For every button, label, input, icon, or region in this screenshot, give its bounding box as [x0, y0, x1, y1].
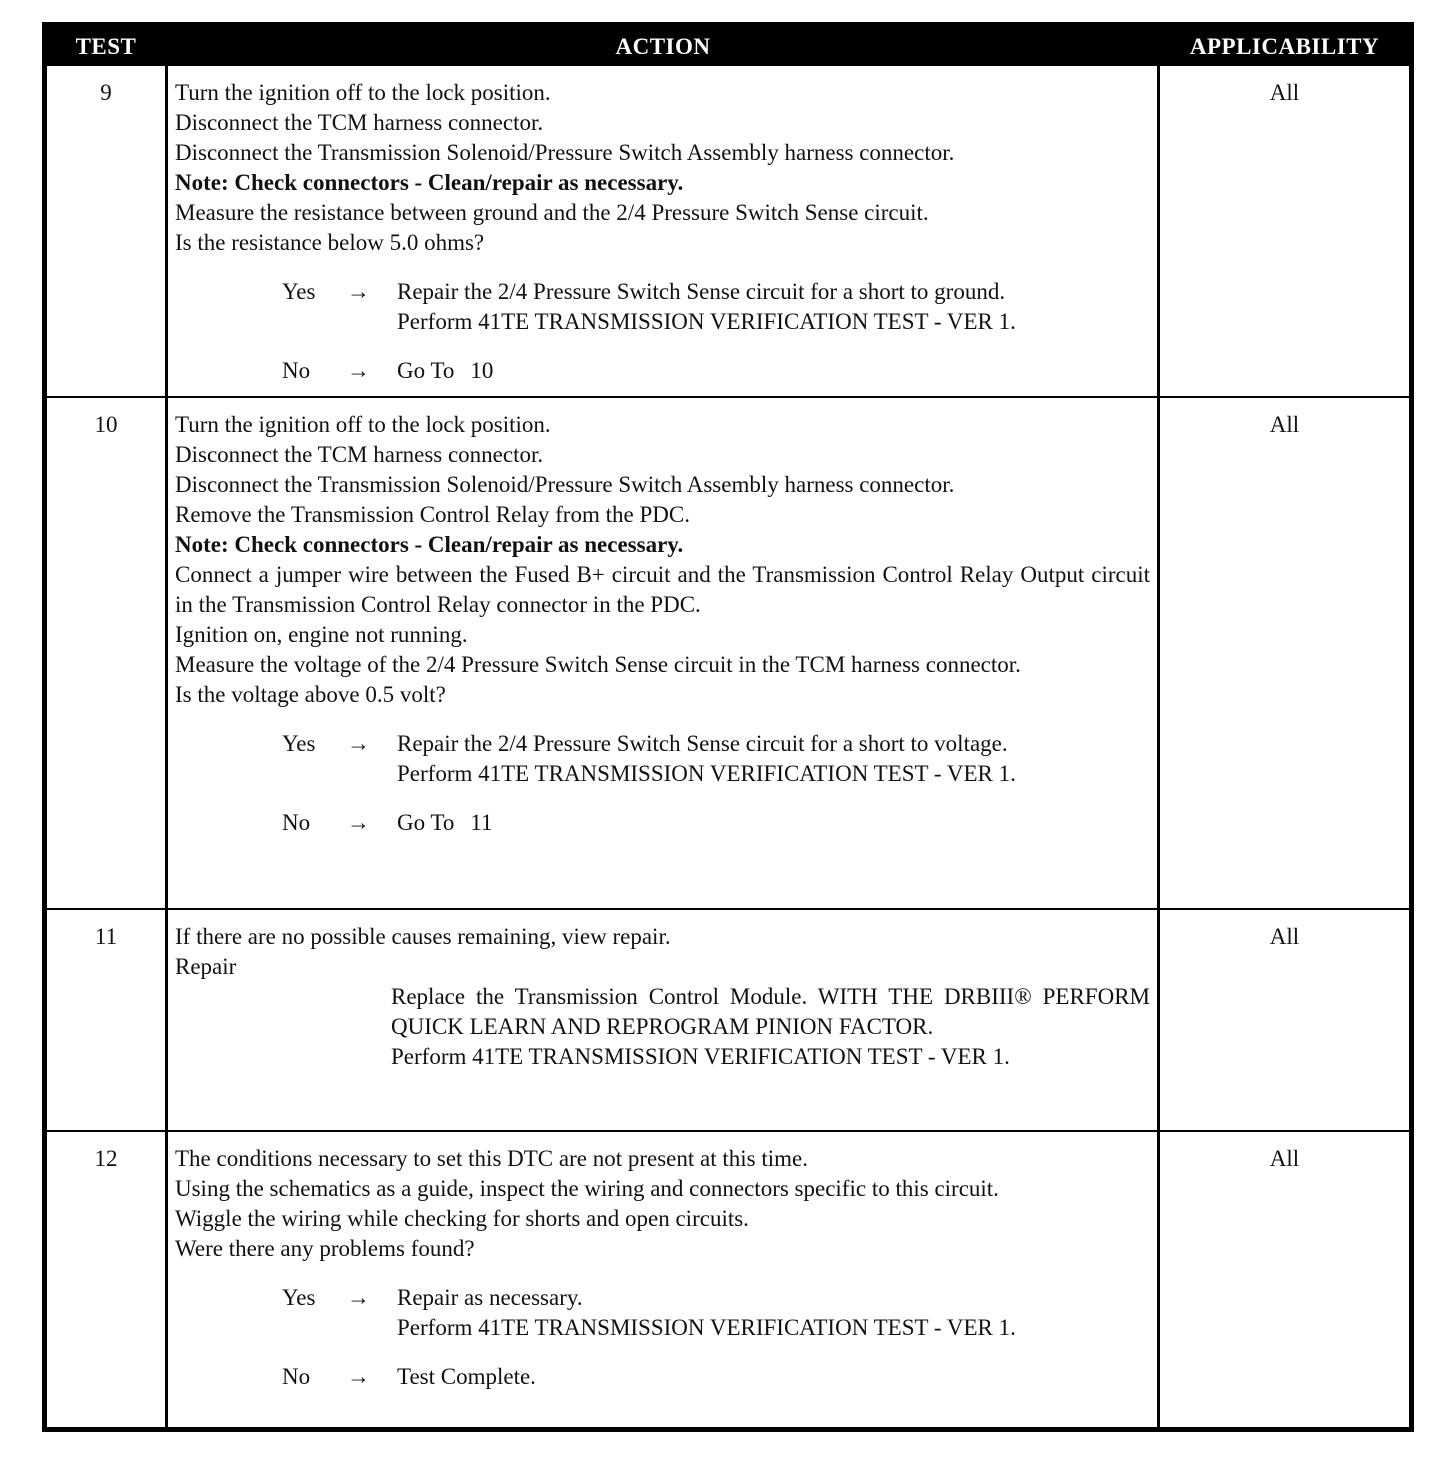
- question-line: Is the voltage above 0.5 volt?: [175, 682, 446, 707]
- test-number: 12: [94, 1146, 118, 1171]
- repair-line: Perform 41TE TRANSMISSION VERIFICATION TEST - VER 1.: [391, 1044, 1010, 1069]
- applicability-cell: All: [1269, 80, 1300, 105]
- arrow-icon: →: [347, 731, 370, 756]
- arrow-icon: →: [347, 358, 370, 383]
- arrow-icon: →: [347, 1285, 370, 1310]
- table-row: [47, 910, 1409, 1130]
- applicability-cell: All: [1269, 924, 1300, 949]
- goto-text: Go To: [397, 810, 455, 835]
- action-line: Turn the ignition off to the lock position.: [175, 80, 551, 105]
- action-line: Disconnect the TCM harness connector.: [175, 442, 544, 467]
- question-line: Is the resistance below 5.0 ohms?: [175, 230, 485, 255]
- yes-answer: [175, 729, 1150, 789]
- no-answer: [175, 1362, 1150, 1392]
- arrow-icon: →: [347, 810, 370, 835]
- table-header: [47, 27, 1409, 66]
- table-row: [47, 1132, 1409, 1427]
- action-line: Remove the Transmission Control Relay from the PDC.: [175, 502, 690, 527]
- yes-line: Repair as necessary.: [397, 1285, 583, 1310]
- header-test: TEST: [75, 34, 137, 59]
- no-label: No: [282, 810, 311, 835]
- action-cell: [175, 410, 1150, 838]
- applicability-cell: All: [1269, 1146, 1300, 1171]
- no-label: No: [282, 1364, 311, 1389]
- action-line: Disconnect the TCM harness connector.: [175, 110, 544, 135]
- yes-line: Perform 41TE TRANSMISSION VERIFICATION TEST - VER 1.: [397, 309, 1016, 334]
- action-line: Using the schematics as a guide, inspect the wiring and connectors specific to this circuit.: [175, 1176, 999, 1201]
- action-cell: [175, 922, 1150, 1072]
- action-line: Disconnect the Transmission Solenoid/Pressure Switch Assembly harness connector.: [175, 140, 955, 165]
- yes-line: Repair the 2/4 Pressure Switch Sense circuit for a short to voltage.: [397, 731, 1008, 756]
- yes-answer: [175, 277, 1150, 337]
- question-line: Were there any problems found?: [175, 1236, 475, 1261]
- no-answer: [175, 356, 1150, 386]
- header-action: ACTION: [615, 34, 711, 59]
- repair-text: [391, 982, 1150, 1072]
- action-line: The conditions necessary to set this DTC are not present at this time.: [175, 1146, 808, 1171]
- arrow-icon: →: [347, 279, 370, 304]
- no-text: Test Complete.: [397, 1364, 536, 1389]
- action-line: Disconnect the Transmission Solenoid/Pressure Switch Assembly harness connector.: [175, 472, 955, 497]
- action-line: Measure the resistance between ground and the 2/4 Pressure Switch Sense circuit.: [175, 200, 929, 225]
- test-number: 10: [94, 412, 118, 437]
- goto-link[interactable]: 10: [470, 358, 494, 383]
- action-line: Ignition on, engine not running.: [175, 622, 468, 647]
- table-row: [47, 398, 1409, 910]
- applicability-cell: All: [1269, 412, 1300, 437]
- yes-line: Perform 41TE TRANSMISSION VERIFICATION TEST - VER 1.: [397, 1315, 1016, 1340]
- yes-line: Repair the 2/4 Pressure Switch Sense circuit for a short to ground.: [397, 279, 1006, 304]
- yes-label: Yes: [282, 279, 316, 304]
- goto-link[interactable]: 11: [470, 810, 493, 835]
- no-answer: [175, 808, 1150, 838]
- action-line: Turn the ignition off to the lock position.: [175, 412, 551, 437]
- yes-label: Yes: [282, 731, 316, 756]
- note-line: Note: Check connectors - Clean/repair as necessary.: [175, 170, 684, 195]
- repair-line: Replace the Transmission Control Module. WITH THE DRBIII® PERFORM QUICK LEARN AND REPROGRAM PINION FACTOR.: [391, 984, 1150, 1039]
- action-line: Connect a jumper wire between the Fused B+ circuit and the Transmission Control Relay Output circuit in the Transmission Control Relay connector in the PDC.: [175, 562, 1150, 617]
- test-number: 11: [94, 924, 118, 949]
- arrow-icon: →: [347, 1364, 370, 1389]
- no-label: No: [282, 358, 311, 383]
- diagnostic-test-table: [42, 22, 1414, 1432]
- action-line: If there are no possible causes remaining, view repair.: [175, 924, 671, 949]
- action-cell: [175, 78, 1150, 386]
- action-cell: [175, 1144, 1150, 1392]
- yes-line: Perform 41TE TRANSMISSION VERIFICATION TEST - VER 1.: [397, 761, 1016, 786]
- action-line: Wiggle the wiring while checking for shorts and open circuits.: [175, 1206, 749, 1231]
- note-line: Note: Check connectors - Clean/repair as necessary.: [175, 532, 684, 557]
- repair-label: Repair: [175, 954, 237, 979]
- action-line: Measure the voltage of the 2/4 Pressure Switch Sense circuit in the TCM harness connector.: [175, 652, 1021, 677]
- yes-label: Yes: [282, 1285, 316, 1310]
- header-applicability: APPLICABILITY: [1189, 34, 1380, 59]
- yes-answer: [175, 1283, 1150, 1343]
- table-row: [47, 66, 1409, 397]
- goto-text: Go To: [397, 358, 455, 383]
- test-number: 9: [100, 80, 112, 105]
